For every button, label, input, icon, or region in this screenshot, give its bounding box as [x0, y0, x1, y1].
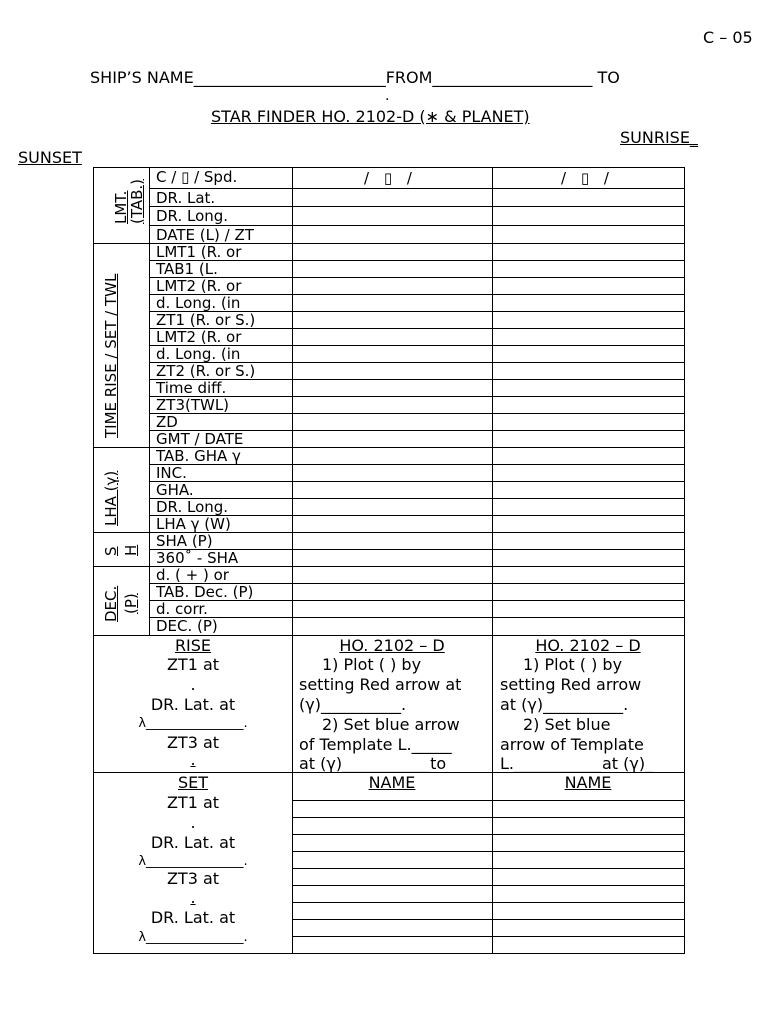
rise-dot2: .	[190, 750, 196, 769]
row-label: C / ▯ / Spd.	[156, 169, 238, 185]
row-label: d. corr.	[156, 601, 208, 617]
row-label: LMT1 (R. or	[156, 244, 242, 260]
row-label: ZD	[156, 414, 178, 430]
row-label: TAB. GHA γ	[156, 448, 241, 464]
rise-title: RISE	[174, 636, 212, 655]
group-h: H	[122, 544, 140, 556]
row-label: d. Long. (in	[156, 346, 241, 362]
row-label: GMT / DATE	[156, 431, 244, 447]
rise-lambda: λ_______________.	[138, 716, 248, 731]
ho1-line5: of Template L._____	[299, 735, 452, 754]
row-label: INC.	[156, 465, 187, 481]
row-label: ZT2 (R. or S.)	[156, 363, 256, 379]
row-label: ZT1 (R. or S.)	[156, 312, 256, 328]
group-dec: DEC.	[102, 585, 120, 622]
row-label: Time diff.	[156, 380, 227, 396]
name-header-2: NAME	[564, 773, 612, 792]
group-s: S	[102, 546, 120, 556]
group-time-rise-set-twl: TIME RISE / SET / TWL	[102, 273, 120, 438]
set-lambda: λ_______________.	[138, 854, 248, 869]
group-tab: (TAB.)	[128, 178, 146, 224]
row-label: LMT2 (R. or	[156, 278, 242, 294]
row-label: DR. Long.	[156, 208, 229, 224]
ship-name-line: SHIP’S NAME________________________FROM____________________ TO	[90, 68, 620, 87]
set-dot2: .	[190, 888, 196, 907]
row-label: SHA (P)	[156, 533, 213, 549]
rise-dot: .	[190, 675, 196, 694]
row-label: d. ( + ) or	[156, 567, 229, 583]
ho2-line3: at (γ)__________.	[500, 695, 629, 714]
ho2-line5: arrow of Template	[500, 735, 644, 754]
col1-head: / ▯ /	[364, 169, 412, 187]
col2-head: / ▯ /	[561, 169, 609, 187]
ho1-line6: at (γ)___________to	[299, 754, 447, 773]
header-dot: .	[385, 88, 390, 104]
set-dot: .	[190, 813, 196, 832]
sunset-label: SUNSET	[18, 148, 82, 167]
row-label: TAB1 (L.	[156, 261, 218, 277]
sunrise-label: SUNRISE_	[620, 128, 698, 147]
row-label: DR. Lat.	[156, 190, 216, 206]
form-code: C – 05	[703, 28, 753, 47]
row-label: DEC. (P)	[156, 618, 218, 634]
set-zt3: ZT3 at	[166, 869, 220, 888]
set-drlat: DR. Lat. at	[150, 833, 236, 852]
set-lambda2: λ_______________.	[138, 930, 248, 945]
group-lmt: LMT.	[112, 190, 130, 224]
form-title: STAR FINDER HO. 2102-D (∗ & PLANET)	[211, 107, 530, 126]
row-label: DATE (L) / ZT	[156, 227, 254, 243]
ho-title-2: HO. 2102 – D	[535, 636, 641, 655]
ho2-line2: setting Red arrow	[500, 675, 642, 694]
row-label: LMT2 (R. or	[156, 329, 242, 345]
set-zt1: ZT1 at	[166, 793, 220, 812]
row-label: DR. Long.	[156, 499, 229, 515]
group-lha: LHA (γ)	[102, 470, 120, 526]
name-header-1: NAME	[368, 773, 416, 792]
ho1-line4: 2) Set blue arrow	[322, 715, 460, 734]
row-label: LHA γ (W)	[156, 516, 231, 532]
set-title: SET	[177, 773, 209, 792]
row-label: 360˚ - SHA	[156, 550, 239, 566]
ho-title-1: HO. 2102 – D	[339, 636, 445, 655]
row-label: TAB. Dec. (P)	[156, 584, 254, 600]
rise-drlat: DR. Lat. at	[150, 695, 236, 714]
ho2-line6: L.___________at (γ)_	[500, 754, 654, 773]
row-label: ZT3(TWL)	[156, 397, 230, 413]
ho1-line1: 1) Plot ( ) by	[322, 655, 422, 674]
row-label: d. Long. (in	[156, 295, 241, 311]
group-p: (P)	[122, 593, 140, 614]
ho1-line2: setting Red arrow at	[299, 675, 462, 694]
set-drlat2: DR. Lat. at	[150, 908, 236, 927]
rise-zt1: ZT1 at	[166, 655, 220, 674]
ho1-line3: (γ)__________.	[299, 695, 407, 714]
row-label: GHA.	[156, 482, 194, 498]
ho2-line1: 1) Plot ( ) by	[523, 655, 623, 674]
ho2-line4: 2) Set blue	[523, 715, 611, 734]
rise-zt3: ZT3 at	[166, 733, 220, 752]
